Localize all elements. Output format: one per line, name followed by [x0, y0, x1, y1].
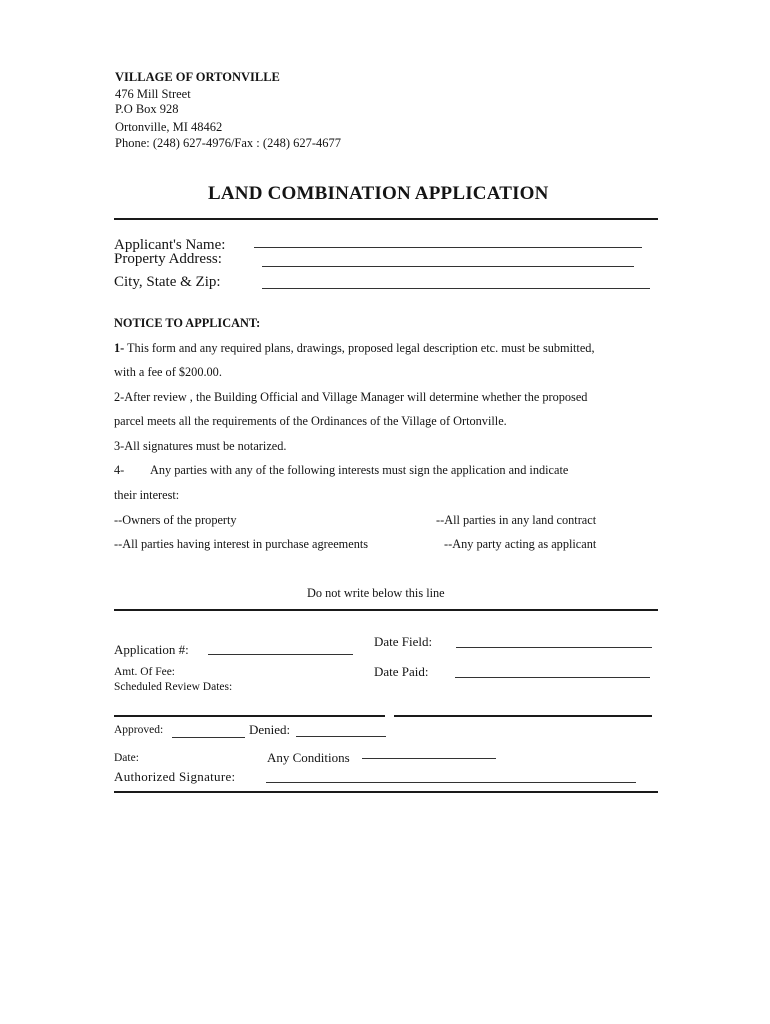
form-title: LAND COMBINATION APPLICATION [208, 183, 549, 204]
interest-owners: --Owners of the property [114, 513, 237, 527]
notice-item-3: 3-All signatures must be notarized. [114, 439, 287, 453]
notice-item-1-number: 1- [114, 341, 125, 355]
conditions-field[interactable] [362, 758, 496, 759]
notice-item-4-number: 4- [114, 463, 125, 477]
authorized-signature-field[interactable] [266, 782, 636, 783]
interest-land-contract: --All parties in any land contract [436, 513, 597, 527]
date-label: Date: [114, 752, 139, 764]
date-filed-label: Date Field: [374, 634, 433, 649]
denied-label: Denied: [249, 722, 291, 737]
po-box: P.O Box 928 [115, 102, 179, 116]
city-state-zip: Ortonville, MI 48462 [115, 120, 223, 134]
interest-applicant: --Any party acting as applicant [444, 537, 597, 551]
applicant-name-field[interactable] [254, 247, 642, 248]
title-rule [114, 218, 658, 220]
notice-heading: NOTICE TO APPLICANT: [114, 316, 261, 330]
application-number-field[interactable] [208, 654, 353, 655]
property-address-label: Property Address: [114, 251, 222, 267]
notice-item-1-line-1: This form and any required plans, drawings, proposed legal description etc. must be submitted, [127, 341, 595, 355]
phone-fax: Phone: (248) 627-4976/Fax : (248) 627-4677 [115, 136, 342, 150]
amount-of-fee-label: Amt. Of Fee: [114, 666, 176, 678]
interest-purchase-agreements: --All parties having interest in purchase agreements [114, 537, 369, 551]
review-dates-line-left[interactable] [114, 715, 385, 717]
organization-name: VILLAGE OF ORTONVILLE [115, 70, 280, 84]
approved-field[interactable] [172, 737, 245, 738]
review-dates-line-right[interactable] [394, 715, 652, 717]
date-filed-field[interactable] [456, 647, 652, 648]
notice-item-2-line-1: 2-After review , the Building Official and Village Manager will determine whether the proposed [114, 390, 588, 404]
city-state-zip-label: City, State & Zip: [114, 274, 221, 290]
date-paid-label: Date Paid: [374, 664, 429, 679]
street-address: 476 Mill Street [115, 87, 191, 101]
bottom-rule [114, 791, 658, 793]
notice-item-1-line-2: with a fee of $200.00. [114, 365, 222, 379]
approved-label: Approved: [114, 724, 164, 736]
scheduled-review-dates-label: Scheduled Review Dates: [114, 681, 233, 693]
property-address-field[interactable] [262, 266, 634, 267]
denied-field[interactable] [296, 736, 386, 737]
office-use-rule [114, 609, 658, 611]
divider-note: Do not write below this line [307, 586, 445, 600]
date-paid-field[interactable] [455, 677, 650, 678]
conditions-label: Any Conditions [267, 750, 350, 765]
authorized-signature-label: Authorized Signature: [114, 769, 236, 784]
application-number-label: Application #: [114, 642, 189, 657]
applicant-name-label: Applicant's Name: [114, 237, 226, 253]
notice-item-4-line-1: Any parties with any of the following interests must sign the application and indicate [150, 463, 569, 477]
notice-item-2-line-2: parcel meets all the requirements of the Ordinances of the Village of Ortonville. [114, 414, 507, 428]
city-state-zip-field[interactable] [262, 288, 650, 289]
notice-item-4-line-2: their interest: [114, 488, 180, 502]
